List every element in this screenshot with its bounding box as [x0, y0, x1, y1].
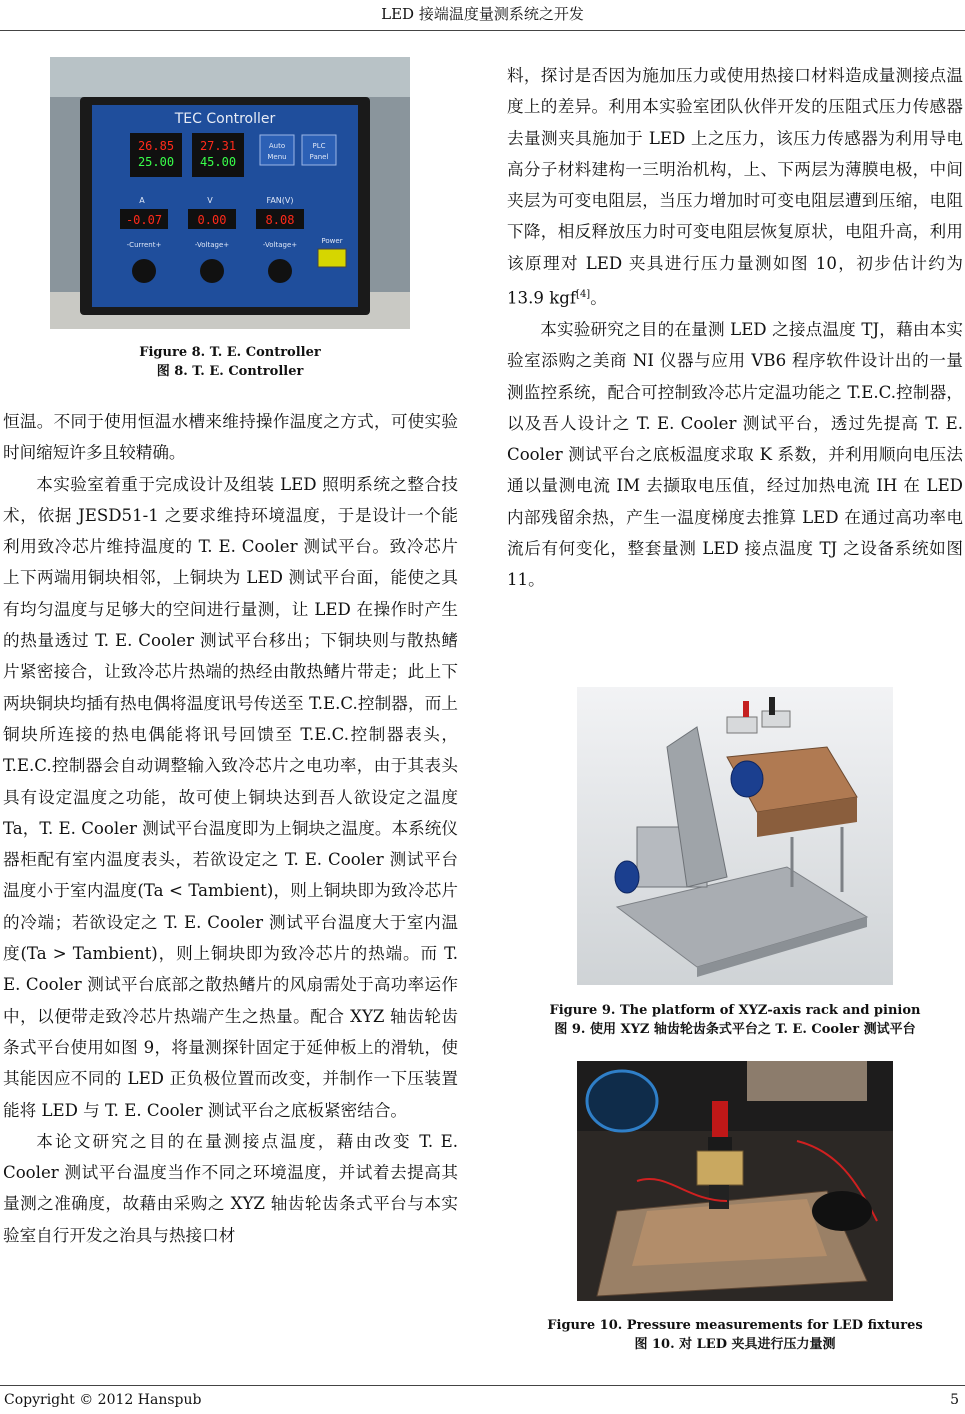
svg-text:Auto: Auto [268, 142, 286, 150]
svg-text:27.31: 27.31 [199, 139, 237, 153]
right-paragraph-1: 料，探讨是否因为施加压力或使用热接口材料造成量测接点温度上的差异。利用本实验室团队伙伴开发的压阻式压力传感器去量测夹具施加于 LED 上之压力，该压力传感器为利用导电高分子材料建构一三明治机构，上、下两层为薄膜电极，中间夹层为可变电阻层，当压力增加时可变电阻层遭到压缩，电阻下降，相反释放压力时可变电阻层恢复原状，电阻升高，利用该原理对 LED 夹具进行压力量测如图 10，初步估计约为 13.9 kgf[4]。 [507, 66, 963, 308]
figure-9-caption-en: Figure 9. The platform of XYZ-axis rack and pinion [549, 1003, 921, 1018]
right-paragraph-2: 本实验研究之目的在量测 LED 之接点温度 TJ，藉由本实验室添购之美商 NI 仪器与应用 VB6 程序软件设计出的一量测监控系统，配合可控制致冷芯片定温功能之 T.E.C.控制器，以及吾人设计之 T. E. Cooler 测试平台，透过先提高 T. E. Cooler 测试平台之底板温度求取 K 系数，并利用顺向电压法通以量测电流 IM 去撷取电压值，经过加热电流 IH 在 LED 内部残留余热，产生一温度梯度去推算 LED 在通过高功率电流后有何变化，整套量测 LED 接点温度 TJ 之设备系统如图 11。 [507, 319, 963, 590]
figure-9-caption [507, 1001, 963, 1039]
svg-text:0.00: 0.00 [197, 213, 227, 227]
svg-text:Power: Power [321, 237, 343, 245]
red-terminal [712, 1101, 728, 1141]
citation-ref: [4] [576, 289, 591, 301]
right-column [507, 60, 963, 596]
running-header [0, 0, 965, 31]
page-footer [0, 1385, 965, 1414]
page-number: 5 [950, 1392, 959, 1408]
figure-8-image [50, 57, 410, 329]
left-paragraph-1: 恒温。不同于使用恒温水槽来维持操作温度之方式，可使实验时间缩短许多且较精确。 [3, 412, 458, 463]
svg-text:45.00: 45.00 [199, 155, 237, 169]
svg-text:25.00: 25.00 [137, 155, 175, 169]
svg-text:FAN(V): FAN(V) [266, 196, 294, 205]
figure-8-caption-en: Figure 8. T. E. Controller [139, 345, 321, 360]
svg-text:-Voltage+: -Voltage+ [194, 241, 230, 249]
pressure-measurement-photo [577, 1061, 893, 1301]
xyz-platform-render [577, 687, 893, 985]
running-header-title: LED 接端温度量测系统之开发 [381, 5, 584, 23]
svg-text:-Current+: -Current+ [126, 241, 162, 249]
figure-9-image [577, 687, 893, 985]
figure-8-caption-zh: 图 8. T. E. Controller [156, 364, 304, 379]
left-paragraph-2: 本实验室着重于完成设计及组装 LED 照明系统之整合技术，依据 JESD51-1 之要求维持环境温度，于是设计一个能利用致冷芯片维持温度的 T. E. Cooler 测试平台。致冷芯片上下两端用铜块相邻，上铜块为 LED 测试平台面，能使之具有均匀温度与足够大的空间进行量测，让 LED 在操作时产生的热量透过 T. E. Cooler 测试平台移出；下铜块则与散热鳍片紧密接合，让致冷芯片热端的热经由散热鳍片带走；此上下两块铜块均插有热电偶将温度讯号传送至 T.E.C.控制器，而上铜块所连接的热电偶能将讯号回馈至 T.E.C.控制器表头，T.E.C.控制器会自动调整输入致冷芯片之电功率，由于其表头具有设定温度之功能，故可使上铜块达到吾人欲设定之温度 Ta，T. E. Cooler 测试平台温度即为上铜块之温度。本系统仪器柜配有室内温度表头，若欲设定之 T. E. Cooler 测试平台温度小于室内温度(Ta < Tambient)，则上铜块即为致冷芯片的冷端；若欲设定之 T. E. Cooler 测试平台温度大于室内温度(Ta > Tambient)，则上铜块即为致冷芯片的热端。而 T. E. Cooler 测试平台底部之散热鳍片的风扇需处于高功率运作中，以便带走致冷芯片热端产生之热量。配合 XYZ 轴齿轮齿条式平台使用如图 9，将量测探针固定于延伸板上的滑轨，使其能因应不同的 LED 正负极位置而改变，并制作一下压装置能将 LED 与 T. E. Cooler 测试平台之底板紧密结合。 [3, 474, 458, 1120]
left-column [3, 406, 458, 1251]
svg-text:PLC: PLC [312, 142, 326, 150]
tec-controller-photo [50, 57, 410, 329]
svg-text:8.08: 8.08 [265, 213, 295, 227]
svg-text:A: A [139, 196, 145, 205]
left-paragraph-3: 本论文研究之目的在量测接点温度，藉由改变 T. E. Cooler 测试平台温度当作不同之环境温度，并试着去提高其量测之准确度，故藉由采购之 XYZ 轴齿轮齿条式平台与本实验室自行开发之治具与热接口材 [3, 1131, 458, 1245]
svg-text:Panel: Panel [309, 153, 329, 161]
svg-text:-Voltage+: -Voltage+ [262, 241, 298, 249]
panel-title: TEC Controller [174, 111, 276, 127]
svg-text:V: V [207, 196, 213, 205]
figure-10-caption-zh: 图 10. 对 LED 夹具进行压力量测 [634, 1337, 836, 1352]
figure-10-image [577, 1061, 893, 1301]
figure-10-caption [507, 1316, 963, 1354]
svg-text:-0.07: -0.07 [125, 213, 163, 227]
figure-10-caption-en: Figure 10. Pressure measurements for LED fixtures [547, 1318, 923, 1333]
svg-text:Menu: Menu [267, 153, 287, 161]
figure-8-caption [50, 343, 410, 381]
figure-9-caption-zh: 图 9. 使用 XYZ 轴齿轮齿条式平台之 T. E. Cooler 测试平台 [554, 1022, 916, 1037]
copyright-text: Copyright © 2012 Hanspub [4, 1392, 202, 1408]
svg-text:26.85: 26.85 [137, 139, 175, 153]
